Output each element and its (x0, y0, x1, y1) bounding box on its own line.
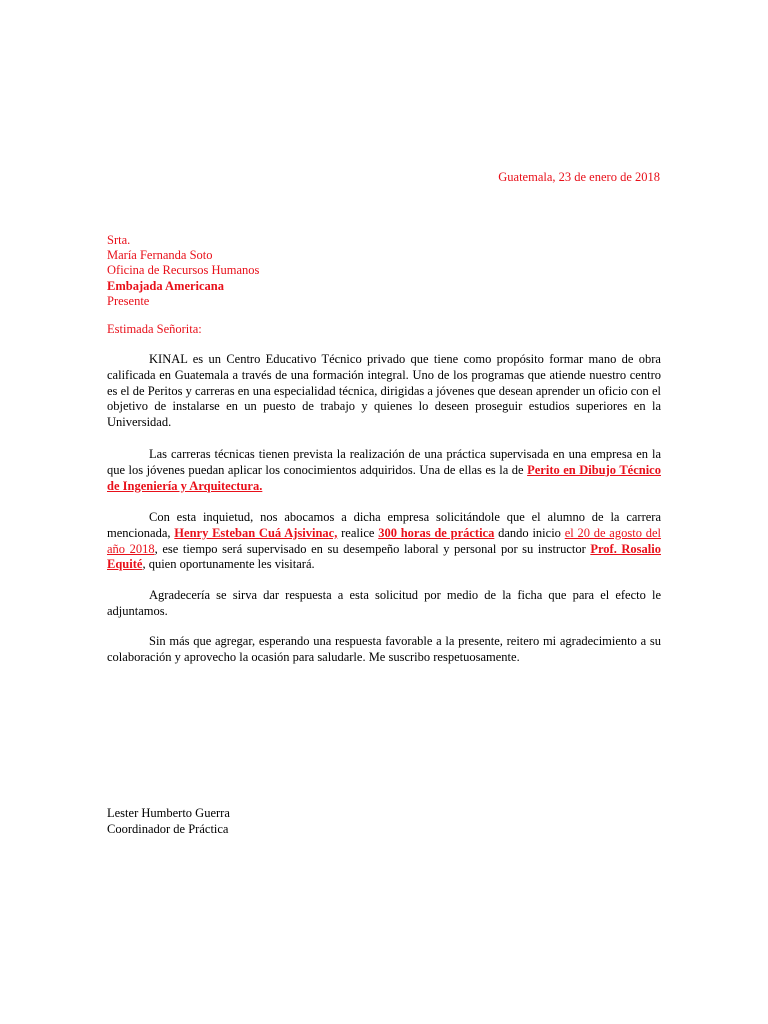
paragraph-request (107, 510, 661, 573)
request-text-5: , quien oportunamente les visitará. (142, 557, 315, 572)
paragraph-careers (107, 447, 661, 494)
recipient-organization: Embajada Americana (107, 278, 225, 293)
student-name: Henry Esteban Cuá Ajsivinac, (174, 525, 338, 540)
letter-date: Guatemala, 23 de enero de 2018 (498, 170, 660, 184)
recipient-office: Oficina de Recursos Humanos (107, 263, 260, 278)
request-text-3: dando inicio (494, 525, 565, 540)
request-text-1: Con esta inquietud, nos abocamos a dicha empresa solicitándole que el alumno de la carrera mencionada, (107, 510, 661, 540)
practice-hours: 300 horas de práctica (378, 525, 495, 540)
paragraph-response-text: Agradecería se sirva dar respuesta a esta solicitud por medio de la ficha que para el efecto le adjuntamos. (107, 588, 661, 618)
request-text-4: , ese tiempo será supervisado en su desempeño laboral y personal por su instructor (154, 541, 591, 556)
start-date: el 20 de agosto del año 2018 (107, 525, 661, 556)
signature-position: Coordinador de Práctica (107, 821, 229, 836)
paragraph-closing (107, 634, 661, 666)
paragraph-closing-text: Sin más que agregar, esperando una respuesta favorable a la presente, reitero mi agradecimiento a su colaboración y aprovecho la ocasión para saludarle. Me suscribo respetuosamente. (107, 634, 661, 664)
signature-name: Lester Humberto Guerra (107, 806, 230, 820)
request-text-2: realice (337, 525, 379, 540)
paragraph-careers-text: Las carreras técnicas tienen prevista la realización de una práctica supervisada en una empresa en la que los jóvenes puedan aplicar los conocimientos adquiridos. Una de ellas es la de (107, 447, 661, 477)
recipient-block (107, 233, 259, 309)
instructor-name: Prof. Rosalio Equité (107, 541, 661, 572)
paragraph-intro-text: KINAL es un Centro Educativo Técnico privado que tiene como propósito formar mano de obra calificada en Guatemala a través de una formación integral. Uno de los programas que atiende nuestro centro es el de Peritos y carreras en una especialidad técnica, dirigidas a jóvenes que desean aprender un oficio con el objetivo de instalarse en un puesto de trabajo y quienes lo deseen proseguir estudios superiores en la Universidad. (107, 352, 661, 430)
paragraph-response (107, 588, 661, 620)
paragraph-intro (107, 352, 661, 431)
signature-block (107, 806, 230, 837)
career-name: Perito en Dibujo Técnico de Ingeniería y Arquitectura. (107, 462, 661, 493)
recipient-name: María Fernanda Soto (107, 248, 213, 263)
recipient-presente: Presente (107, 293, 150, 308)
recipient-title: Srta. (107, 233, 131, 247)
letter-greeting: Estimada Señorita: (107, 322, 202, 336)
